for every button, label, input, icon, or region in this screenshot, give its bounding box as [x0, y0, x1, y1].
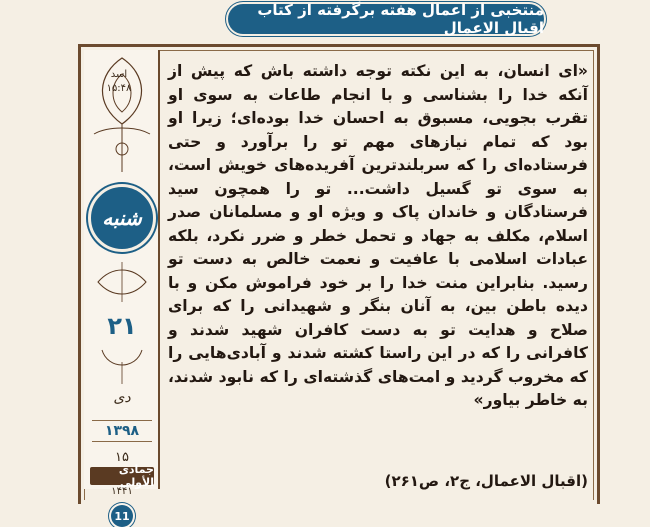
weekday-badge [84, 180, 160, 256]
gregorian-year: ۱۵:۴۸ [106, 83, 132, 94]
gregorian-month: اسد [110, 69, 128, 80]
quote-paragraph: «ای انسان، به این نکته توجه داشته باش که پیش از آنکه خدا را بشناسی و با انجام طاعات به سوی او تقرب بجویی، مسبوق به احسان خدا بوده‌ای؛ زیرا او بود که تمام نیازهای مهم تو را برآورد و حتی فرستاده‌ای را که سربلندترین آفریده‌های خویش است، به سوی تو گسیل داشت... تو را همچون سید فرستادگان و خاندان پاک و ویژه او و مسلمانان صدر اسلام، مکلف به جهاد و تحمل خطر و ضرر نکرد، بلکه عبادات اسلامی با عافیت و نعمت خالص به دست تو رسید. بنابراین منت خدا را بر خود فراموش مکن و با دیده باطن بین، به آنان بنگر و شهیدانی را که برای صلاح و هدایت تو به دست کافران شهید شدند و کافرانی را که در این راستا کشته شدند و آبادی‌هایی را که مخروب گردید و امت‌های گذشته‌ای را که نابود شدند، به خاطر بیاور» [168, 62, 588, 409]
source-citation: (اقبال الاعمال، ج۲، ص۲۶۱) [384, 472, 588, 490]
weekday-circle [88, 184, 156, 252]
page-title-banner [228, 1, 544, 37]
lunar-month-label: جمادی الأولی [118, 463, 154, 489]
lower-ornament-icon [88, 346, 156, 386]
lunar-year: ۱۴۴۱ [111, 486, 133, 497]
week-number: 11 [114, 509, 130, 523]
week-number-badge [111, 505, 133, 527]
middle-ornament-icon [88, 262, 156, 302]
main-text [168, 60, 588, 413]
solar-year: ۱۳۹۸ [92, 420, 152, 442]
lunar-month [90, 463, 154, 489]
lunar-day: ۱۵ [115, 450, 129, 465]
weekday-name: شنبه [102, 206, 142, 230]
date-sidebar [84, 50, 160, 523]
gregorian-date [84, 68, 154, 96]
day-number: ۲۱ [107, 312, 137, 340]
solar-month: دی [113, 390, 131, 406]
page-title: منتخبی از اعمال هفته برگرفته از کتاب اقبال الاعمال [257, 1, 544, 37]
